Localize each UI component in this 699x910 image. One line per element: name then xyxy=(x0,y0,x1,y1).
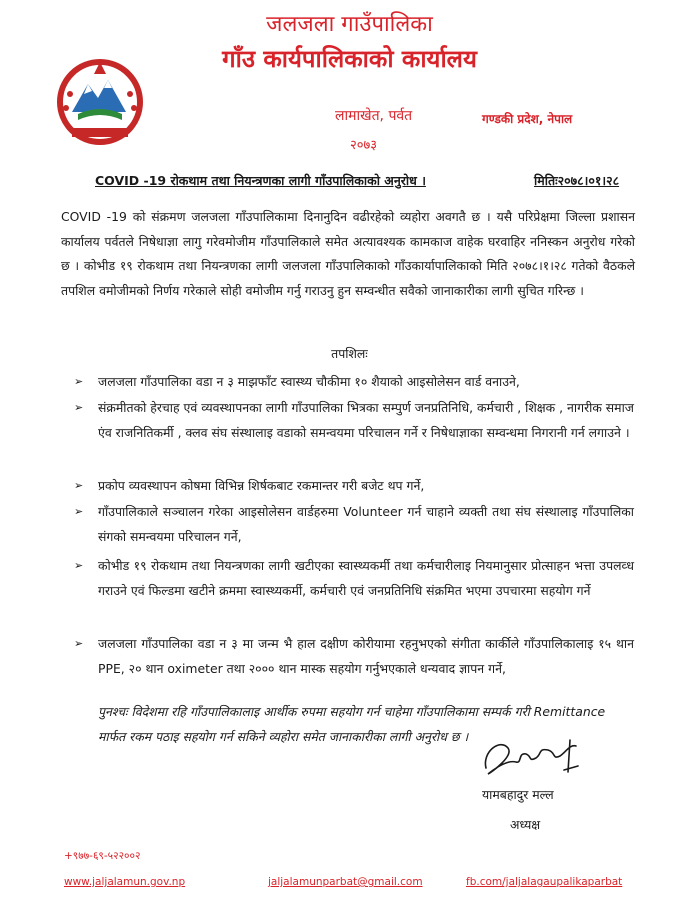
list-item-text: संक्रमीतको हेरचाह एवं व्यवस्थापनका लागी गाँउपालिका भित्रका सम्पुर्ण जनप्रतिनिधि, कर्मचारी , शिक्षक , नागरीक समाज एंव राजनितिकर्मी , क्लव संघ संस्थालाइ वडाको समन्वयमा परिचालन गर्ने र निषेधाज्ञाका सम्वन्धमा निगरानी गर्न लगाउने । xyxy=(98,400,634,440)
arrow-bullet-icon: ➢ xyxy=(74,505,84,518)
list-item-text: गाँउपालिकाले सञ्चालन गरेका आइसोलेसन वार्डहरुमा Volunteer गर्न चाहाने व्यक्ती तथा संघ संस्थालाइ गाँउपालिका संगको समन्वयमा परिचालन गर्ने, xyxy=(98,504,634,544)
office-subtitle: गाँउ कार्यपालिकाको कार्यालय xyxy=(222,45,477,73)
email-link[interactable]: jaljalamunparbat@gmail.com xyxy=(268,876,423,888)
list-item xyxy=(74,396,634,445)
signature-mark xyxy=(478,732,588,780)
list-item xyxy=(74,474,634,499)
arrow-bullet-icon: ➢ xyxy=(74,559,84,572)
office-address: लामाखेत, पर्वत xyxy=(335,108,413,124)
list-item-text: कोभीड १९ रोकथाम तथा नियन्त्रणका लागी खटीएका स्वास्थ्यकर्मी तथा कर्मचारीलाइ नियमानुसार प्रोत्साहन भत्ता उपलव्ध गराउने एवं फिल्डमा खटीने क्रममा स्वास्थ्यकर्मी, कर्मचारी एवं जनप्रतिनिधि संक्रमित भएमा उपचारमा सहयोग गर्ने xyxy=(98,558,634,598)
list-item xyxy=(74,554,634,603)
nepal-emblem-icon xyxy=(50,58,150,146)
province-label: गण्डकी प्रदेश, नेपाल xyxy=(482,112,573,126)
list-item xyxy=(74,370,634,395)
signer-title: अध्यक्ष xyxy=(510,817,541,832)
list-item xyxy=(74,632,634,681)
list-item xyxy=(74,500,634,549)
arrow-bullet-icon: ➢ xyxy=(74,637,84,650)
office-name: जलजला गाउँपालिका xyxy=(266,12,433,37)
postscript: पुनश्चः विदेशमा रहि गाँउपालिकालाइ आर्थीक रुपमा सहयोग गर्न चाहेमा गाँउपालिकामा सम्पर्क गरी Remittance मार्फत रकम पठाइ सहयोग गर्न सकिने व्यहोरा समेत जानाकारीका लागी अनुरोध छ । xyxy=(98,704,606,744)
phone-number: +९७७-६९-५२२००२ xyxy=(64,850,141,862)
list-item-text: प्रकोप व्यवस्थापन कोषमा विभिन्न शिर्षकबाट रकमान्तर गरी बजेट थप गर्ने, xyxy=(98,478,425,493)
notice-date: मितिः२०७८।०१।२८ xyxy=(534,173,620,188)
list-item-text: जलजला गाँउपालिका वडा न ३ माझफाँट स्वास्थ्य चौकीमा १० शैयाको आइसोलेसन वार्ड वनाउने, xyxy=(98,374,520,389)
website-link[interactable]: www.jaljalamun.gov.np xyxy=(64,876,186,888)
tapsil-heading: तपशिलः xyxy=(331,346,368,361)
established-year: २०७३ xyxy=(350,138,378,153)
notice-subject: COVID -19 रोकथाम तथा नियन्त्रणका लागी गाँउपालिकाको अनुरोध । xyxy=(95,173,426,188)
arrow-bullet-icon: ➢ xyxy=(74,401,84,414)
signer-name: यामबहादुर मल्ल xyxy=(482,787,554,802)
facebook-link[interactable]: fb.com/jaljalagaupalikaparbat xyxy=(466,876,623,888)
list-item-text: जलजला गाँउपालिका वडा न ३ मा जन्म भै हाल दक्षीण कोरीयामा रहनुभएको संगीता कार्कीले गाँउपालिकालाइ १५ थान PPE, २० थान oximeter तथा २००० थान मास्क सहयोग गर्नुभएकाले धन्यवाद ज्ञापन गर्ने, xyxy=(98,636,634,676)
notice-body: COVID -19 को संक्रमण जलजला गाँउपालिकामा दिनानुदिन वढीरहेको व्यहोरा अवगतै छ । यसै परिप्रेक्षमा जिल्ला प्रशासन कार्यालय पर्वतले निषेधाज्ञा लागु गरेवमोजीम गाँउपालिकाले समेत अत्यावश्यक कामकाज वाहेक घरवाहिर ननिस्कन अनुरोध गरेको छ । कोभीड १९ रोकथाम तथा नियन्त्रणका लागी जलजला गाँउपालिकाको गाँउकार्यापालिकाको मिति २०७८।१।२८ गतेको वैठकले तपशिल वमोजीमको निर्णय गरेकाले सोही वमोजीम गर्नु गराउनु हुन सम्वन्धीत सवैको जानाकारीका लागी सुचित गरिन्छ । xyxy=(61,209,635,298)
arrow-bullet-icon: ➢ xyxy=(74,479,84,492)
arrow-bullet-icon: ➢ xyxy=(74,375,84,388)
